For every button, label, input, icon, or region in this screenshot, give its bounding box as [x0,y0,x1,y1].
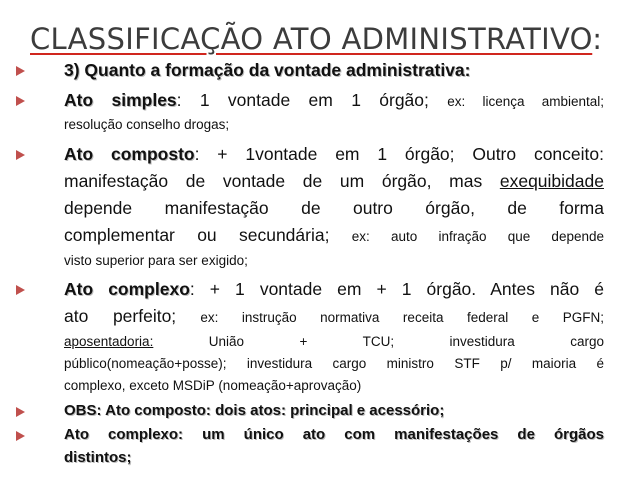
bullet-5-text: OBS: Ato composto: dois atos: principal e acessório; [64,402,445,419]
bullet-3-line-4 [64,225,604,246]
bullet-4-line-1 [64,279,604,300]
term-ato-complexo: Ato complexo [64,279,190,299]
bullet-2-line-2: resolução conselho drogas; [64,117,230,132]
bullet-2-line-1 [64,90,604,111]
page-title [30,22,630,56]
bullet-4-l2b: ex: instrução normativa receita federal e PGFN; [200,310,604,325]
title-main: CLASSIFICAÇÃO ATO ADMINISTRATIVO [30,22,593,56]
bullet-3-l2b: exequibidade [499,171,604,191]
bullet-3-line-3: depende manifestação de outro órgão, de forma [64,198,604,218]
bullet-arrow-icon [16,150,25,160]
bullet-6-line-2: distintos; [64,449,132,466]
bullet-4-l2a: ato perfeito; [64,306,177,326]
bullet-2-rest: : 1 vontade em 1 órgão; [176,90,429,110]
bullet-3-line-2 [64,171,604,192]
bullet-arrow-icon [16,96,25,106]
bullet-3-l4b: ex: auto infração que depende [351,229,604,244]
bullet-4-l3a: aposentadoria: [64,334,154,349]
bullet-3-line-5: visto superior para ser exigido; [64,253,248,268]
bullet-3-l2a: manifestação de vontade de um órgão, mas [64,171,483,191]
bullet-4-l1: : + 1 vontade em + 1 órgão. Antes não é [189,279,604,299]
bullet-4-l3b: União + TCU; investidura cargo [208,334,604,349]
bullet-1-text: 3) Quanto a formação da vontade administrativa: [64,60,471,80]
bullet-3-l1: : + 1vontade em 1 órgão; Outro conceito: [194,144,604,164]
bullet-4-line-3 [64,334,604,349]
title-colon: : [592,22,603,56]
bullet-4-line-4: público(nomeação+posse); investidura cargo ministro STF p/ maioria é [64,356,604,371]
bullet-3-line-1 [64,144,604,165]
bullet-arrow-icon [16,66,25,76]
bullet-6-line-1: Ato complexo: um único ato com manifestações de órgãos [64,426,604,443]
bullet-4-line-2 [64,306,604,327]
term-ato-simples: Ato simples [64,90,177,110]
bullet-arrow-icon [16,285,25,295]
bullet-2-example: ex: licença ambiental; [447,94,604,109]
bullet-arrow-icon [16,407,25,417]
bullet-4-line-5: complexo, exceto MSDiP (nomeação+aprovação) [64,378,362,393]
bullet-3-l4a: complementar ou secundária; [64,225,330,245]
term-ato-composto: Ato composto [64,144,195,164]
bullet-arrow-icon [16,431,25,441]
